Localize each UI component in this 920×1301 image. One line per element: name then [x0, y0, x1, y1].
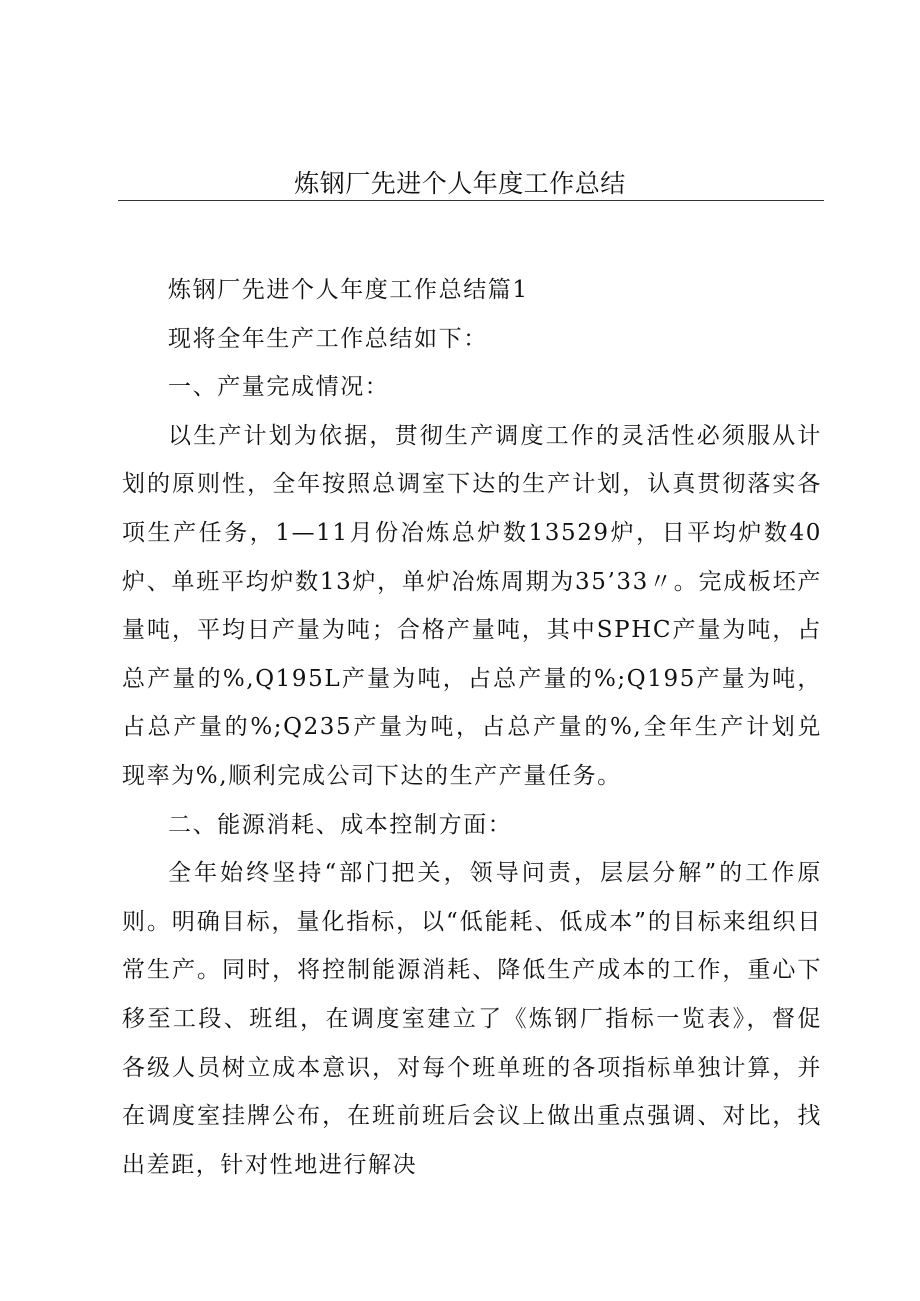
document-body: [122, 266, 822, 1189]
section-heading-part1: 炼钢厂先进个人年度工作总结篇1: [168, 277, 529, 303]
title-underline: [118, 200, 824, 201]
production-paragraph: 以生产计划为依据，贯彻生产调度工作的灵活性必须服从计划的原则性，全年按照总调室下达的生产计划，认真贯彻落实各项生产任务，1—11月份冶炼总炉数13529炉，日平均炉数40炉、单班平均炉数13炉，单炉冶炼周期为35’33〃。完成板坯产量吨，平均日产量为吨；合格产量吨，其中SPHC产量为吨，占总产量的%,Q195L产量为吨，占总产量的%;Q195产量为吨，占总产量的%;Q235产量为吨，占总产量的%,全年生产计划兑现率为%,顺利完成公司下达的生产产量任务。: [122, 422, 822, 789]
intro-paragraph: 现将全年生产工作总结如下：: [168, 325, 488, 352]
section-heading-energy-cost: 二、能源消耗、成本控制方面：: [168, 811, 513, 838]
section-heading-production: 一、产量完成情况：: [168, 374, 390, 401]
energy-cost-paragraph: 全年始终坚持“部门把关，领导问责，层层分解”的工作原则。明确目标，量化指标，以“低能耗、低成本”的目标来组织日常生产。同时，将控制能源消耗、降低生产成本的工作，重心下移至工段、班组，在调度室建立了《炼钢厂指标一览表》，督促各级人员树立成本意识，对每个班单班的各项指标单独计算，并在调度室挂牌公布，在班前班后会议上做出重点强调、对比，找出差距，针对性地进行解决: [122, 860, 822, 1178]
document-title: 炼钢厂先进个人年度工作总结: [294, 169, 626, 198]
